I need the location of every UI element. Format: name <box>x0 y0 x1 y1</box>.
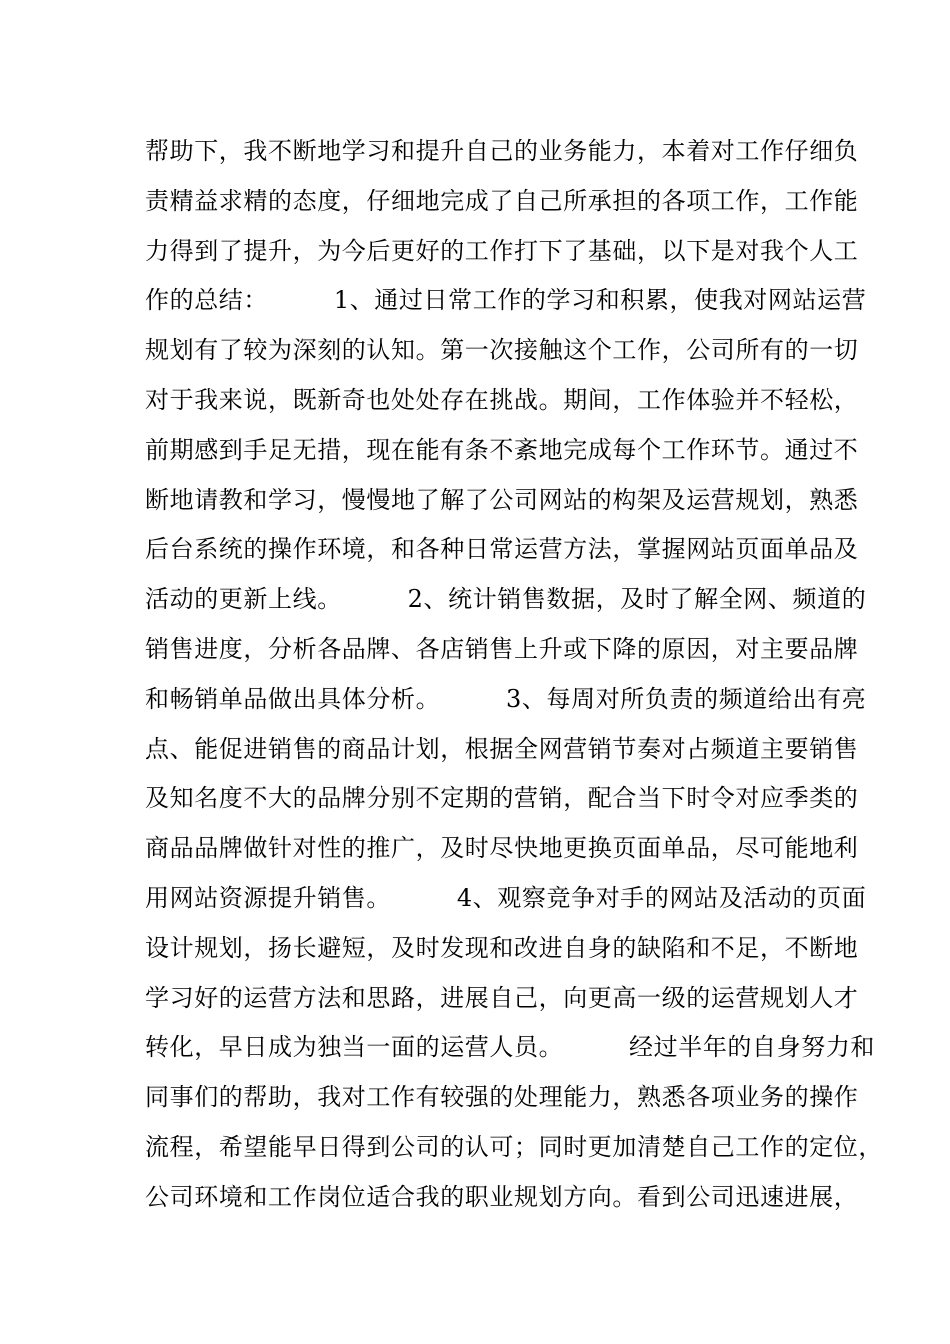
text-line-14: 及知名度不大的品牌分别不定期的营销，配合当下时令对应季类的 <box>145 784 859 813</box>
text-line-10: 活动的更新上线。 2、统计销售数据，及时了解全网、频道的 <box>145 585 867 614</box>
text-line-15: 商品品牌做针对性的推广，及时尽快地更换页面单品，尽可能地利 <box>145 834 859 863</box>
text-line-3: 力得到了提升，为今后更好的工作打下了基础，以下是对我个人工 <box>145 236 859 265</box>
text-line-17: 设计规划，扬长避短，及时发现和改进自身的缺陷和不足，不断地 <box>145 933 859 962</box>
text-line-8: 断地请教和学习，慢慢地了解了公司网站的构架及运营规划，熟悉 <box>145 485 859 514</box>
text-line-20: 同事们的帮助，我对工作有较强的处理能力，熟悉各项业务的操作 <box>145 1083 859 1112</box>
text-line-5: 规划有了较为深刻的认知。第一次接触这个工作，公司所有的一切 <box>145 336 859 365</box>
body-text <box>145 127 883 1223</box>
text-line-18: 学习好的运营方法和思路，进展自己，向更高一级的运营规划人才 <box>145 983 859 1012</box>
text-line-9: 后台系统的操作环境，和各种日常运营方法，掌握网站页面单品及 <box>145 535 859 564</box>
text-line-19: 转化，早日成为独当一面的运营人员。 经过半年的自身努力和 <box>145 1033 876 1062</box>
text-line-2: 责精益求精的态度，仔细地完成了自己所承担的各项工作，工作能 <box>145 186 859 215</box>
text-line-21: 流程，希望能早日得到公司的认可；同时更加清楚自己工作的定位， <box>145 1132 883 1161</box>
text-line-12: 和畅销单品做出具体分析。 3、每周对所负责的频道给出有亮 <box>145 684 867 713</box>
text-line-7: 前期感到手足无措，现在能有条不紊地完成每个工作环节。通过不 <box>145 435 859 464</box>
text-line-16: 用网站资源提升销售。 4、观察竞争对手的网站及活动的页面 <box>145 883 867 912</box>
text-line-4: 作的总结： 1、通过日常工作的学习和积累，使我对网站运营 <box>145 286 867 315</box>
text-line-6: 对于我来说，既新奇也处处存在挑战。期间，工作体验并不轻松， <box>145 385 859 414</box>
text-line-1: 帮助下，我不断地学习和提升自己的业务能力，本着对工作仔细负 <box>145 137 859 165</box>
text-line-11: 销售进度，分析各品牌、各店销售上升或下降的原因，对主要品牌 <box>145 634 859 663</box>
text-line-22: 公司环境和工作岗位适合我的职业规划方向。看到公司迅速进展， <box>145 1182 859 1211</box>
text-line-13: 点、能促进销售的商品计划，根据全网营销节奏对占频道主要销售 <box>145 734 859 763</box>
